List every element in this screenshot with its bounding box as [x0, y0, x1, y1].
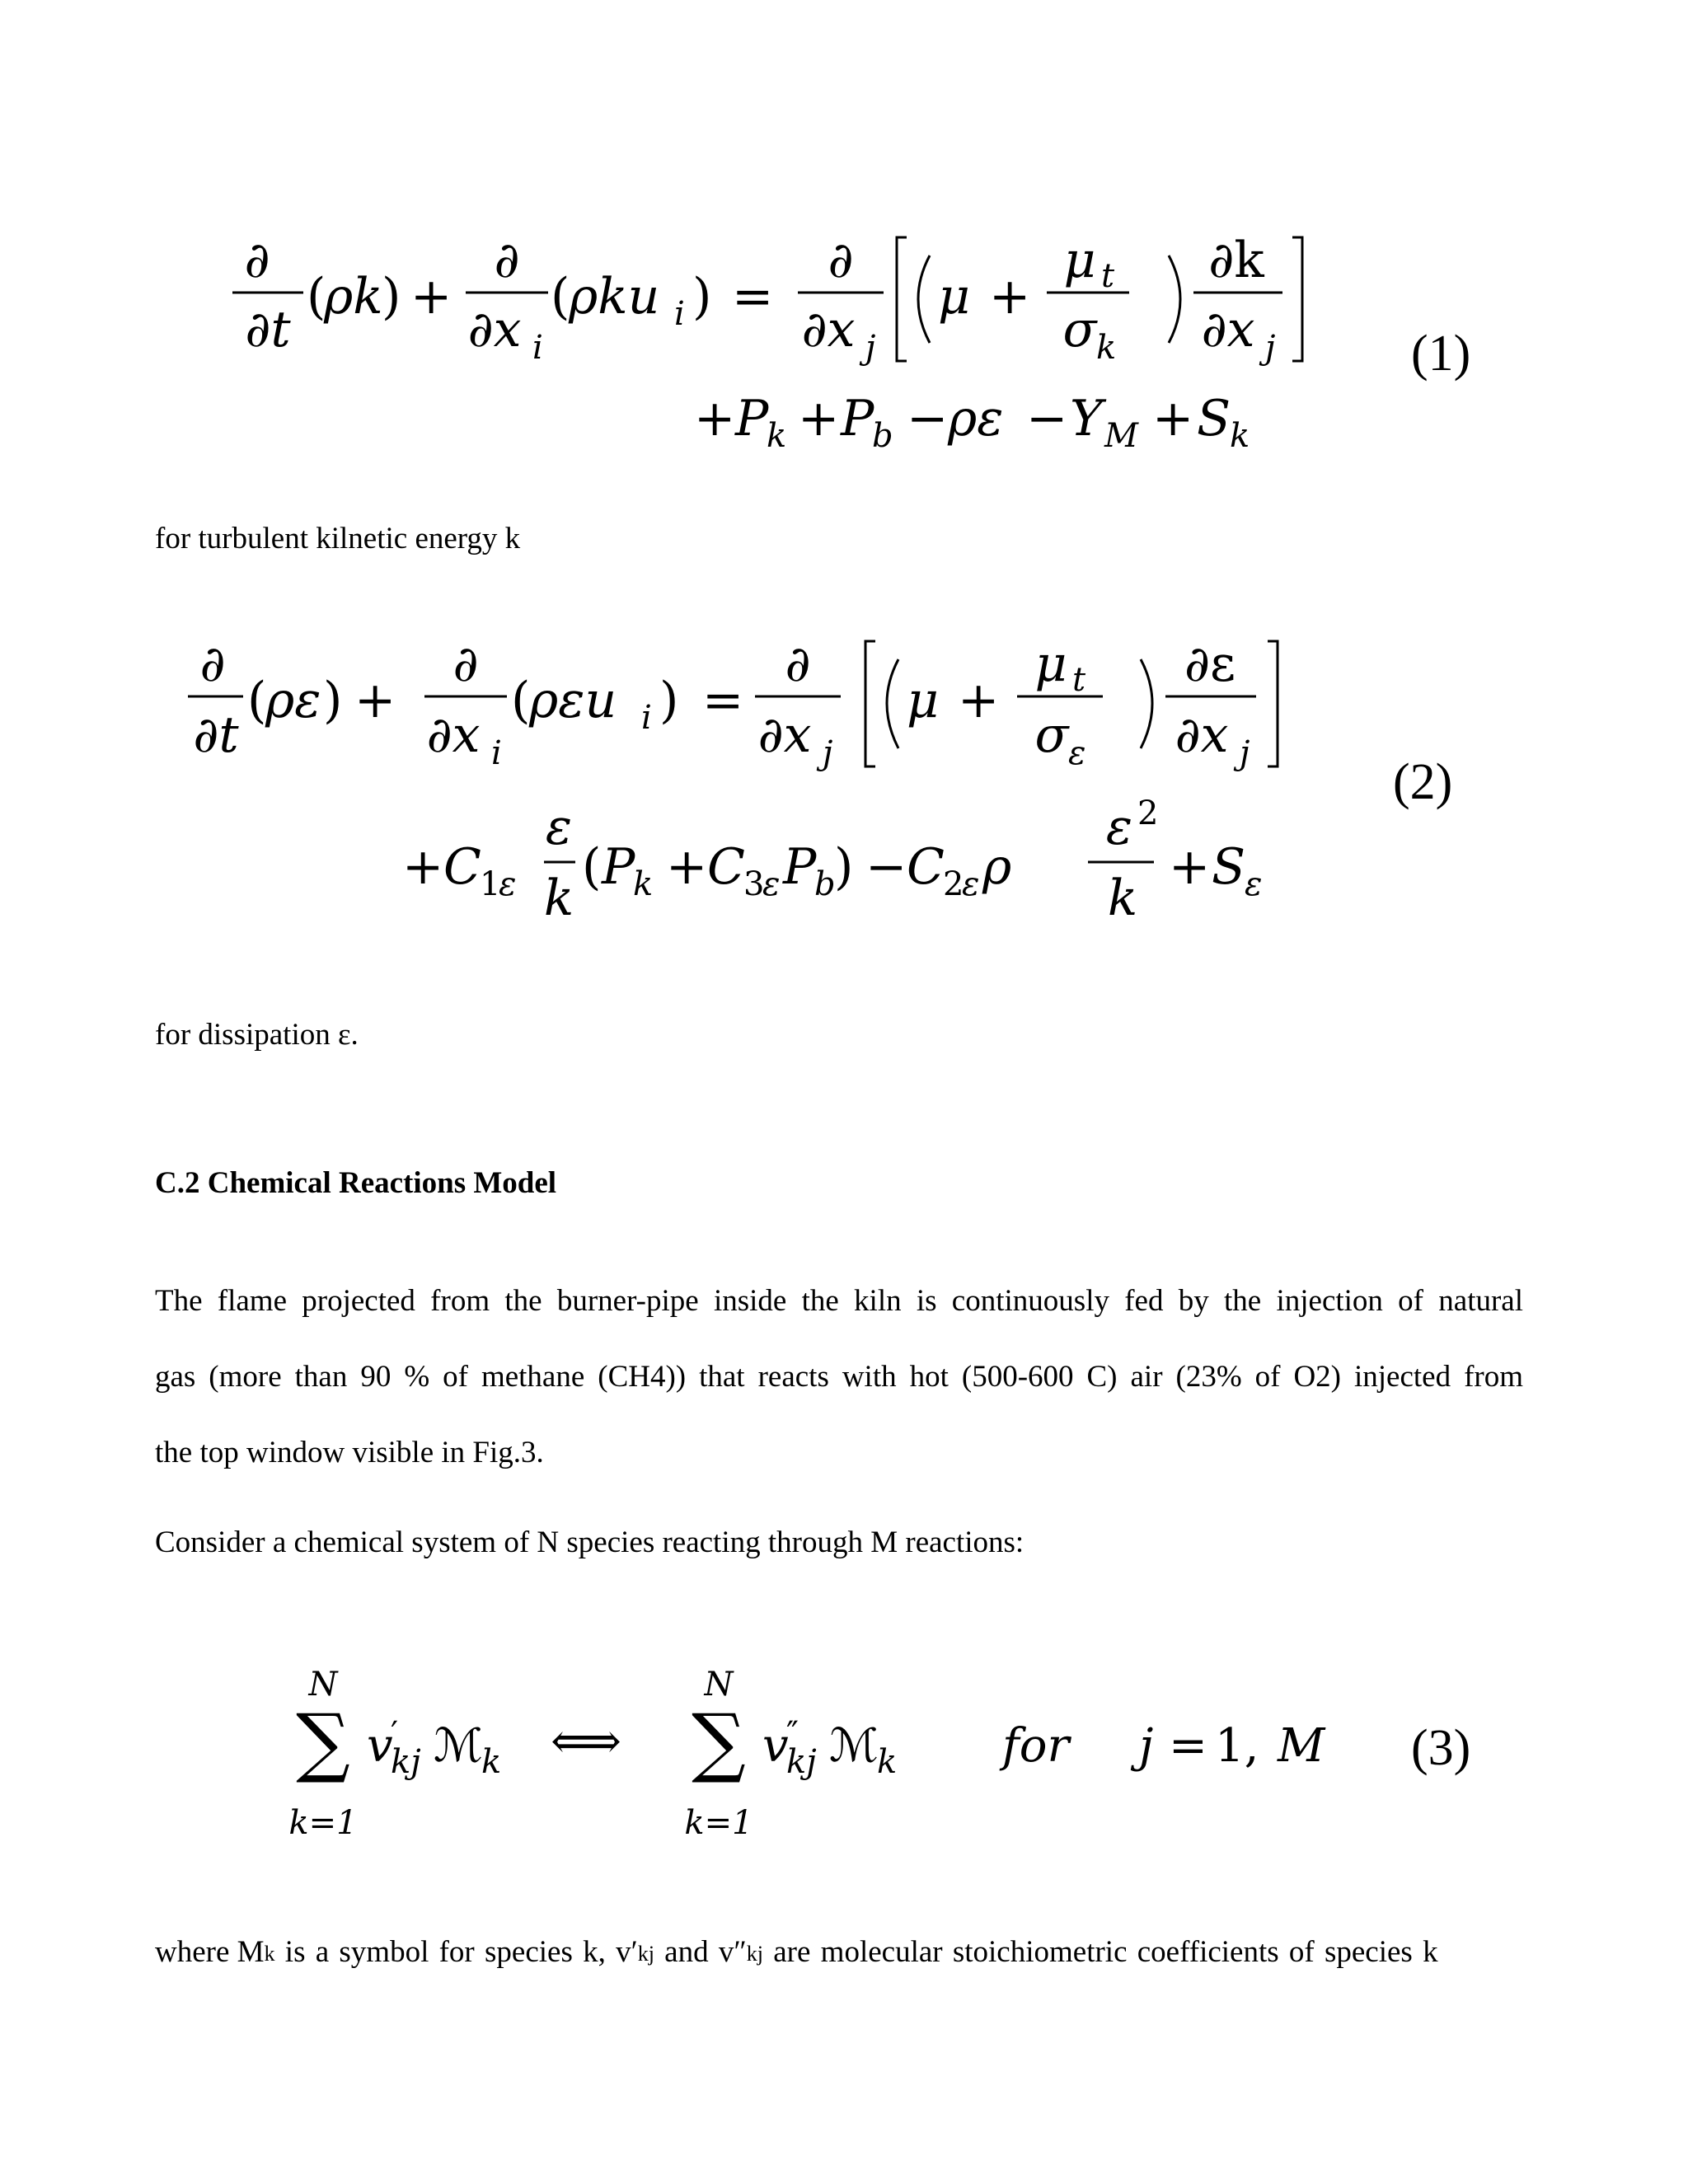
- svg-text:∂: ∂: [828, 232, 854, 289]
- svg-text:+: +: [354, 672, 396, 729]
- svg-text:j: j: [1139, 1719, 1154, 1773]
- paragraph-line: the top window visible in Fig.3.: [155, 1436, 544, 1469]
- svg-text:t: t: [1101, 257, 1115, 295]
- svg-text:1,: 1,: [1215, 1719, 1259, 1773]
- svg-text:(: (: [582, 838, 602, 896]
- paragraph-text: is a symbol for species k, v′: [274, 1935, 638, 1969]
- svg-text:+: +: [989, 268, 1031, 326]
- svg-text:(: (: [511, 672, 531, 729]
- svg-text:i: i: [532, 329, 543, 367]
- svg-text:ρk: ρk: [324, 268, 383, 326]
- svg-text:∂x: ∂x: [467, 301, 522, 359]
- paragraph-text: and v″: [654, 1935, 747, 1969]
- svg-text:+: +: [798, 390, 840, 448]
- svg-text:2: 2: [943, 865, 964, 903]
- svg-text:k: k: [543, 869, 574, 927]
- paragraph-line: The flame projected from the burner-pipe inside the kiln is continuously fed by the injection of natural: [155, 1284, 1523, 1318]
- svg-text:j: j: [865, 329, 876, 367]
- svg-text:kj: kj: [391, 1743, 421, 1781]
- svg-text:): ): [659, 672, 679, 729]
- svg-text:ℳ: ℳ: [434, 1719, 483, 1773]
- section-heading: C.2 Chemical Reactions Model: [155, 1166, 557, 1200]
- svg-text:ρε: ρε: [265, 672, 321, 729]
- paragraph-text: where M: [155, 1935, 265, 1969]
- equation-3-number: (3): [1411, 1720, 1471, 1776]
- svg-text:″: ″: [786, 1715, 799, 1753]
- svg-text:k: k: [1107, 869, 1138, 927]
- svg-text:(: (: [551, 268, 570, 326]
- svg-text:⟺: ⟺: [551, 1713, 622, 1770]
- svg-text:+: +: [402, 838, 444, 896]
- svg-text:+: +: [1152, 390, 1194, 448]
- svg-text:b: b: [872, 417, 893, 455]
- svg-text:ρ: ρ: [982, 838, 1012, 896]
- equation-2-number: (2): [1393, 754, 1453, 810]
- svg-text:k: k: [767, 417, 787, 455]
- svg-text:(: (: [247, 672, 267, 729]
- svg-text:∂x: ∂x: [1175, 706, 1229, 764]
- svg-text:μ: μ: [1063, 232, 1096, 289]
- caption-turbulent-kinetic-energy: for turbulent kilnetic energy k: [155, 522, 521, 555]
- svg-text:P: P: [602, 838, 635, 896]
- svg-text:M: M: [1104, 417, 1138, 455]
- svg-text:i: i: [491, 734, 502, 772]
- svg-text:S: S: [1197, 390, 1231, 448]
- svg-text:j: j: [1240, 734, 1250, 772]
- svg-text:(: (: [307, 268, 326, 326]
- svg-text:P: P: [783, 838, 817, 896]
- svg-text:=: =: [702, 672, 744, 729]
- svg-text:k: k: [1096, 329, 1117, 367]
- subscript: kj: [746, 1942, 763, 1966]
- svg-text:ε: ε: [499, 865, 517, 903]
- svg-text:kj: kj: [786, 1743, 817, 1781]
- svg-text:∂: ∂: [244, 232, 270, 289]
- svg-text:1: 1: [480, 865, 501, 903]
- svg-text:ε: ε: [1068, 734, 1086, 772]
- svg-text:k: k: [1230, 417, 1250, 455]
- svg-text:k: k: [877, 1743, 898, 1781]
- svg-text:S: S: [1212, 838, 1246, 896]
- svg-text:k: k: [481, 1743, 502, 1781]
- svg-text:): ): [382, 268, 401, 326]
- svg-text:ρε: ρε: [948, 390, 1004, 448]
- svg-text:i: i: [674, 295, 685, 333]
- svg-text:∂t: ∂t: [245, 301, 291, 359]
- svg-text:∂x: ∂x: [757, 706, 812, 764]
- svg-text:C: C: [443, 838, 481, 896]
- svg-text:P: P: [735, 390, 769, 448]
- svg-text:): ): [323, 672, 343, 729]
- svg-text:N: N: [308, 1666, 338, 1704]
- svg-text:μ: μ: [938, 268, 970, 326]
- svg-text:t: t: [1072, 661, 1086, 699]
- svg-text:∑: ∑: [692, 1698, 746, 1786]
- svg-text:v: v: [762, 1719, 789, 1773]
- svg-text:ε: ε: [1105, 799, 1133, 856]
- svg-text:∂k: ∂k: [1208, 232, 1264, 289]
- svg-text:3: 3: [743, 865, 765, 903]
- svg-text:σ: σ: [1034, 706, 1069, 764]
- svg-text:=: =: [732, 268, 774, 326]
- caption-dissipation: for dissipation ε.: [155, 1018, 359, 1052]
- svg-text:ε: ε: [762, 865, 781, 903]
- svg-text:P: P: [841, 390, 874, 448]
- svg-text:∂x: ∂x: [426, 706, 481, 764]
- svg-text:∂x: ∂x: [801, 301, 856, 359]
- svg-text:C: C: [707, 838, 745, 896]
- paragraph-chemical-reactions: [155, 1263, 1523, 1491]
- svg-text:μ: μ: [1034, 635, 1067, 693]
- svg-text:): ): [692, 268, 712, 326]
- svg-text:∂: ∂: [785, 635, 811, 693]
- paragraph-where-mk: [155, 1937, 1523, 1967]
- svg-text:for: for: [1002, 1719, 1070, 1773]
- svg-text:ρku: ρku: [569, 268, 660, 326]
- svg-text:j: j: [823, 734, 833, 772]
- svg-text:k=1: k=1: [288, 1804, 358, 1842]
- svg-text:ε: ε: [962, 865, 980, 903]
- svg-text:ε: ε: [545, 799, 573, 856]
- svg-text:v: v: [367, 1719, 393, 1773]
- svg-text:b: b: [814, 865, 836, 903]
- paragraph-text: are molecular stoichiometric coefficients of species k: [763, 1935, 1438, 1969]
- svg-text:∂: ∂: [494, 232, 520, 289]
- equation-1-number: (1): [1411, 326, 1471, 382]
- svg-text:N: N: [704, 1666, 734, 1704]
- svg-text:+: +: [410, 268, 452, 326]
- svg-text:∂ε: ∂ε: [1184, 635, 1236, 693]
- svg-text:+: +: [666, 838, 708, 896]
- svg-text:i: i: [641, 699, 652, 737]
- svg-text:−: −: [907, 390, 949, 448]
- svg-text:ρεu: ρεu: [529, 672, 617, 729]
- svg-text:k=1: k=1: [684, 1804, 753, 1842]
- svg-text:′: ′: [391, 1715, 399, 1753]
- svg-text:=: =: [1169, 1719, 1207, 1773]
- svg-text:): ): [834, 838, 854, 896]
- svg-text:j: j: [1265, 329, 1276, 367]
- svg-text:∂: ∂: [199, 635, 226, 693]
- svg-text:∂: ∂: [452, 635, 479, 693]
- subscript: k: [264, 1942, 275, 1966]
- paragraph-line: gas (more than 90 % of methane (CH4)) that reacts with hot (500-600 C) air (23% of O2) injected from: [155, 1360, 1523, 1394]
- svg-text:∑: ∑: [296, 1698, 350, 1786]
- subscript: kj: [637, 1942, 654, 1966]
- svg-text:2: 2: [1137, 794, 1159, 832]
- svg-text:+: +: [694, 390, 736, 448]
- svg-text:M: M: [1278, 1719, 1325, 1773]
- svg-text:ε: ε: [1245, 865, 1263, 903]
- svg-text:+: +: [958, 672, 1000, 729]
- svg-text:ℳ: ℳ: [829, 1719, 879, 1773]
- paragraph-chemical-system: Consider a chemical system of N species reacting through M reactions:: [155, 1526, 1025, 1559]
- svg-text:−: −: [1026, 390, 1068, 448]
- svg-text:Y: Y: [1070, 390, 1103, 448]
- svg-text:∂x: ∂x: [1201, 301, 1255, 359]
- svg-text:μ: μ: [907, 672, 939, 729]
- svg-text:σ: σ: [1062, 301, 1097, 359]
- svg-text:k: k: [633, 865, 654, 903]
- svg-text:C: C: [907, 838, 945, 896]
- svg-text:+: +: [1169, 838, 1211, 896]
- svg-text:−: −: [865, 838, 907, 896]
- svg-text:∂t: ∂t: [193, 706, 239, 764]
